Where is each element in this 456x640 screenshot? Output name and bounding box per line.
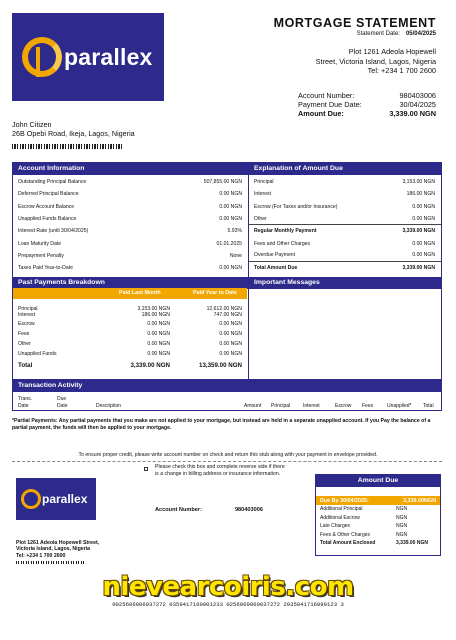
explanation-row: Escrow (For Taxes and/or Insurance) 0.00 NGN bbox=[254, 203, 435, 210]
payment-due-date-row: Payment Due Date: 30/04/2025 bbox=[298, 100, 436, 110]
postal-barcode bbox=[12, 144, 122, 149]
transaction-activity: Transaction Activity Trans. Date Due Date Description Amount Principal Interest Escrow Fees Unapplied* Total bbox=[12, 379, 442, 411]
customer-address: 26B Opebi Road, Ikeja, Lagos, Nigeria bbox=[12, 128, 135, 138]
info-row: Prepayment Penalty None bbox=[18, 252, 242, 259]
explanation-total-row: Total Amount Due 3,339.00 NGN bbox=[254, 265, 435, 272]
table-row: Principal 3,153.00 NGN 12,612.00 NGN bbox=[18, 306, 242, 312]
table-row: Unapplied Funds 0.00 NGN 0.00 NGN bbox=[18, 351, 242, 357]
explanation-row: Principal 3,153.00 NGN bbox=[254, 179, 435, 186]
info-row: Escrow Account Balance 0.00 NGN bbox=[18, 203, 242, 210]
ocr-scanline: 0025606906037272 0359417160901233 0256069060037272 2035941716090123 3 bbox=[112, 601, 344, 608]
paid-last-month-label: Paid Last Month bbox=[119, 290, 161, 296]
table-row: Escrow 0.00 NGN 0.00 NGN bbox=[18, 321, 242, 327]
parallex-logo-icon bbox=[22, 37, 62, 77]
amount-due-row: Additional Principal NGN bbox=[320, 506, 408, 513]
table-row: Interest 186.00 NGN 747.00 NGN bbox=[18, 312, 242, 318]
paid-ytd-label: Paid Year to Date bbox=[193, 290, 237, 296]
stub-address: Plot 1261 Adeola Hopewell Street, Victoria Island, Lagos, Nigeria Tel: +234 1 700 2600 bbox=[16, 540, 100, 559]
table-row: Fees 0.00 NGN 0.00 NGN bbox=[18, 331, 242, 337]
parallex-logo-small: parallex bbox=[16, 478, 96, 520]
past-payments-header: Past Payments Breakdown bbox=[13, 277, 248, 289]
info-row: Interest Rate (until 30/04/2025) 5.93% bbox=[18, 228, 242, 235]
account-information-rows bbox=[13, 176, 248, 274]
watermark: nievearcoiris.com bbox=[102, 572, 354, 602]
amount-due-row: Fees & Other Charges NGN bbox=[320, 531, 408, 538]
account-information-header: Account Information bbox=[13, 163, 248, 175]
parallex-logo-small-icon bbox=[21, 489, 41, 509]
important-messages-header: Important Messages bbox=[249, 277, 441, 289]
explanation-row: Overdue Payment 0.00 NGN bbox=[249, 250, 441, 262]
amount-due-box-title: Amount Due bbox=[316, 475, 440, 487]
address-change-text: Please check this box and complete reverse side if there is a change in billing address or insurance information. bbox=[155, 464, 285, 477]
amount-due-row: Additional Escrow NGN bbox=[320, 514, 408, 521]
account-number-row: Account Number: 980403006 bbox=[298, 91, 436, 100]
cut-line bbox=[12, 461, 442, 462]
info-row: Deferred Principal Balance 0.00 NGN bbox=[18, 191, 242, 198]
explanation-row: Fees and Other Charges 0.00 NGN bbox=[254, 240, 435, 247]
statement-date: Statement Date: 05/04/2025 bbox=[356, 31, 436, 37]
info-row: Taxes Paid Year-to-Date 0.00 NGN bbox=[18, 265, 242, 272]
partial-payments-note: *Partial Payments: Any partial payments that you make are not applied to your mortgage, but instead are held in a separate unapplied account. If you Pay the balance of a partial payment, the funds will then be applied to your mortgage. bbox=[12, 418, 431, 431]
info-row: Outstanding Principal Balance 507,855.00 NGN bbox=[18, 179, 242, 186]
stub-barcode bbox=[16, 561, 86, 564]
past-payments-column-header bbox=[13, 288, 247, 299]
parallex-logo bbox=[12, 13, 164, 101]
due-by-row: Due By 30/04/2025: 3,339.00NGN bbox=[316, 496, 440, 505]
amount-due-row: Amount Due: 3,339.00 NGN bbox=[298, 109, 436, 119]
statement-title: MORTGAGE STATEMENT bbox=[273, 16, 436, 30]
explanation-row: Regular Monthly Payment 3,339.00 NGN bbox=[254, 228, 435, 235]
explanation-header: Explanation of Amount Due bbox=[249, 163, 441, 175]
brand-name: parallex bbox=[64, 43, 153, 70]
transaction-activity-header: Transaction Activity bbox=[13, 380, 441, 392]
table-row: Other 0.00 NGN 0.00 NGN bbox=[18, 341, 242, 347]
remittance-notice: To ensure proper credit, please write account number on check and return this stub along with your payment in envelope provided. bbox=[78, 452, 378, 458]
total-enclosed-row: Total Amount Enclosed 3,339.00 NGN bbox=[320, 540, 428, 547]
info-row: Loan Maturity Date 01.01.2025 bbox=[18, 240, 242, 247]
amount-due-box bbox=[315, 474, 441, 556]
address-change-checkbox[interactable] bbox=[144, 467, 148, 471]
stub-account-number: Account Number: 980403006 bbox=[155, 507, 263, 513]
lender-address: Plot 1261 Adeola Hopewell Street, Victoria Island, Lagos, Nigeria Tel: +234 1 700 2600 bbox=[315, 47, 436, 76]
explanation-rows bbox=[249, 176, 441, 274]
customer-block bbox=[12, 121, 135, 139]
explanation-row: Interest 186.00 NGN bbox=[254, 191, 435, 198]
explanation-row: Other 0.00 NGN bbox=[249, 213, 441, 225]
info-row: Unapplied Funds Balance 0.00 NGN bbox=[18, 216, 242, 223]
account-summary bbox=[298, 91, 436, 119]
table-total-row: Total 3,339.00 NGN 13,359.00 NGN bbox=[18, 362, 242, 369]
customer-name: John Citizen bbox=[12, 120, 52, 129]
amount-due-row: Late Charges NGN bbox=[320, 523, 408, 530]
